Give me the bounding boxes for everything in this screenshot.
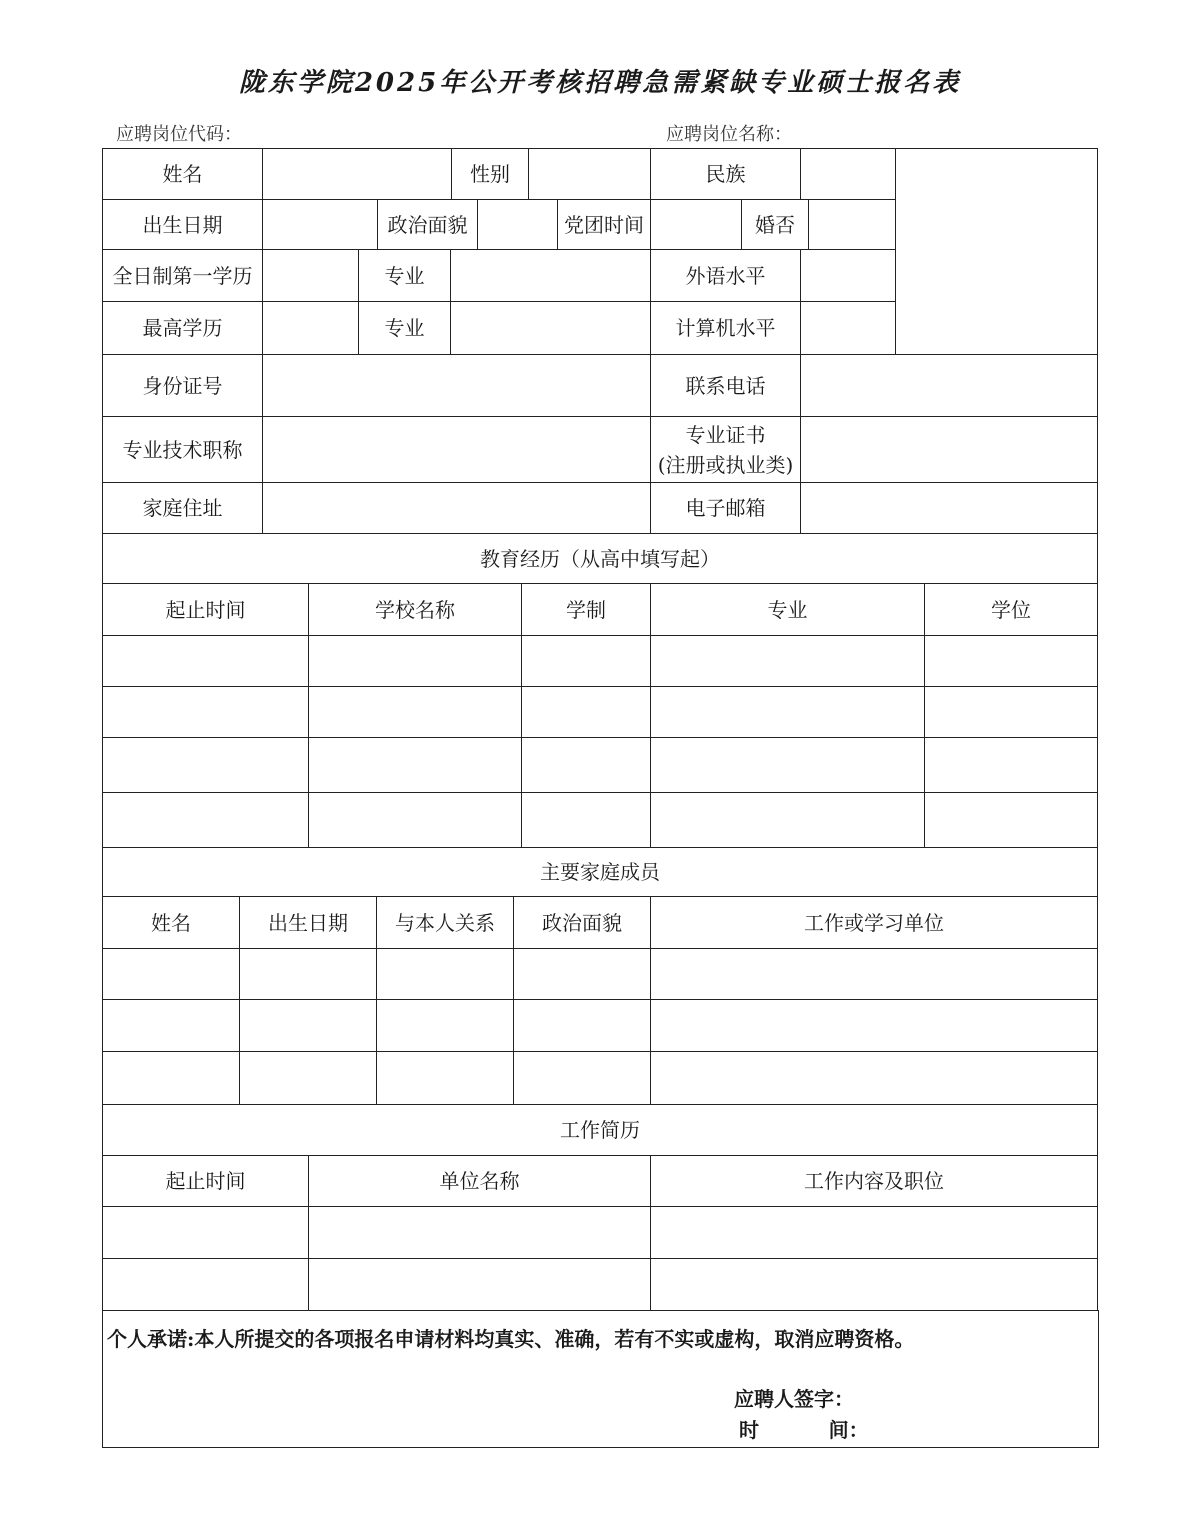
major1-field[interactable] <box>450 249 651 302</box>
politics-label: 政治面貌 <box>377 199 478 250</box>
work-col-content: 工作内容及职位 <box>650 1155 1098 1207</box>
email-label: 电子邮箱 <box>650 482 801 534</box>
edu-cell[interactable] <box>650 635 925 687</box>
certificate-label <box>650 416 801 483</box>
party-time-label: 党团时间 <box>557 199 651 250</box>
married-field[interactable] <box>808 199 896 250</box>
edu-col-major: 专业 <box>650 583 925 636</box>
family-cell[interactable] <box>376 1051 514 1105</box>
first-edu-field[interactable] <box>262 249 359 302</box>
politics-field[interactable] <box>477 199 558 250</box>
edu-col-school: 学校名称 <box>308 583 522 636</box>
gender-field[interactable] <box>528 148 651 200</box>
family-cell[interactable] <box>239 1051 377 1105</box>
family-cell[interactable] <box>102 948 240 1000</box>
time-label: 时 间： <box>739 1418 869 1442</box>
certificate-field[interactable] <box>800 416 1098 483</box>
party-time-field[interactable] <box>650 199 742 250</box>
work-section-title: 工作简历 <box>102 1104 1098 1156</box>
edu-col-duration: 学制 <box>521 583 651 636</box>
family-col-politics: 政治面貌 <box>513 896 651 949</box>
family-cell[interactable] <box>650 948 1098 1000</box>
work-col-unit: 单位名称 <box>308 1155 651 1207</box>
family-cell[interactable] <box>239 948 377 1000</box>
edu-col-degree: 学位 <box>924 583 1098 636</box>
ethnicity-label: 民族 <box>650 148 801 200</box>
family-cell[interactable] <box>376 948 514 1000</box>
family-section-title: 主要家庭成员 <box>102 847 1098 897</box>
birth-field[interactable] <box>262 199 378 250</box>
edu-cell[interactable] <box>308 635 522 687</box>
edu-cell[interactable] <box>308 686 522 738</box>
first-edu-label: 全日制第一学历 <box>102 249 263 302</box>
family-col-birth: 出生日期 <box>239 896 377 949</box>
edu-cell[interactable] <box>521 737 651 793</box>
name-field[interactable] <box>262 148 452 200</box>
family-cell[interactable] <box>650 1051 1098 1105</box>
birth-label: 出生日期 <box>102 199 263 250</box>
family-cell[interactable] <box>376 999 514 1052</box>
language-label: 外语水平 <box>650 249 801 302</box>
promise-box <box>102 1310 1099 1448</box>
edu-cell[interactable] <box>924 686 1098 738</box>
edu-cell[interactable] <box>521 792 651 848</box>
computer-label: 计算机水平 <box>650 301 801 355</box>
form-title: 陇东学院2025年公开考核招聘急需紧缺专业硕士报名表 <box>238 68 962 98</box>
edu-cell[interactable] <box>924 792 1098 848</box>
family-col-name: 姓名 <box>102 896 240 949</box>
title-rank-label: 专业技术职称 <box>102 416 263 483</box>
highest-edu-label: 最高学历 <box>102 301 263 355</box>
major1-label: 专业 <box>358 249 451 302</box>
work-cell[interactable] <box>650 1206 1098 1259</box>
signature-label: 应聘人签字： <box>734 1387 854 1411</box>
edu-cell[interactable] <box>650 792 925 848</box>
family-cell[interactable] <box>513 1051 651 1105</box>
family-cell[interactable] <box>102 1051 240 1105</box>
language-field[interactable] <box>800 249 896 302</box>
position-name-label: 应聘岗位名称： <box>666 124 792 145</box>
name-label: 姓名 <box>102 148 263 200</box>
married-label: 婚否 <box>741 199 809 250</box>
edu-cell[interactable] <box>521 635 651 687</box>
email-field[interactable] <box>800 482 1098 534</box>
ethnicity-field[interactable] <box>800 148 896 200</box>
family-col-relation: 与本人关系 <box>376 896 514 949</box>
phone-field[interactable] <box>800 354 1098 417</box>
certificate-label-line2: (注册或执业类) <box>657 452 794 477</box>
family-cell[interactable] <box>513 999 651 1052</box>
work-cell[interactable] <box>102 1258 309 1311</box>
id-label: 身份证号 <box>102 354 263 417</box>
id-field[interactable] <box>262 354 651 417</box>
position-code-label: 应聘岗位代码： <box>116 124 242 145</box>
family-cell[interactable] <box>239 999 377 1052</box>
edu-cell[interactable] <box>521 686 651 738</box>
family-cell[interactable] <box>650 999 1098 1052</box>
edu-cell[interactable] <box>102 792 309 848</box>
family-cell[interactable] <box>102 999 240 1052</box>
work-cell[interactable] <box>308 1206 651 1259</box>
work-cell[interactable] <box>102 1206 309 1259</box>
edu-cell[interactable] <box>308 792 522 848</box>
photo-area[interactable] <box>895 148 1098 355</box>
address-field[interactable] <box>262 482 651 534</box>
edu-cell[interactable] <box>650 686 925 738</box>
major2-field[interactable] <box>450 301 651 355</box>
family-cell[interactable] <box>513 948 651 1000</box>
work-cell[interactable] <box>650 1258 1098 1311</box>
certificate-label-line1: 专业证书 <box>685 422 766 447</box>
highest-edu-field[interactable] <box>262 301 359 355</box>
work-cell[interactable] <box>308 1258 651 1311</box>
computer-field[interactable] <box>800 301 896 355</box>
edu-cell[interactable] <box>308 737 522 793</box>
edu-cell[interactable] <box>102 635 309 687</box>
edu-cell[interactable] <box>102 737 309 793</box>
edu-cell[interactable] <box>924 737 1098 793</box>
edu-cell[interactable] <box>650 737 925 793</box>
address-label: 家庭住址 <box>102 482 263 534</box>
family-col-workplace: 工作或学习单位 <box>650 896 1098 949</box>
edu-col-period: 起止时间 <box>102 583 309 636</box>
work-col-period: 起止时间 <box>102 1155 309 1207</box>
edu-cell[interactable] <box>102 686 309 738</box>
promise-text: 个人承诺:本人所提交的各项报名申请材料均真实、准确，若有不实或虚构，取消应聘资格。 <box>107 1327 915 1351</box>
edu-cell[interactable] <box>924 635 1098 687</box>
gender-label: 性别 <box>451 148 529 200</box>
phone-label: 联系电话 <box>650 354 801 417</box>
title-rank-field[interactable] <box>262 416 651 483</box>
major2-label: 专业 <box>358 301 451 355</box>
education-section-title: 教育经历（从高中填写起） <box>102 533 1098 584</box>
